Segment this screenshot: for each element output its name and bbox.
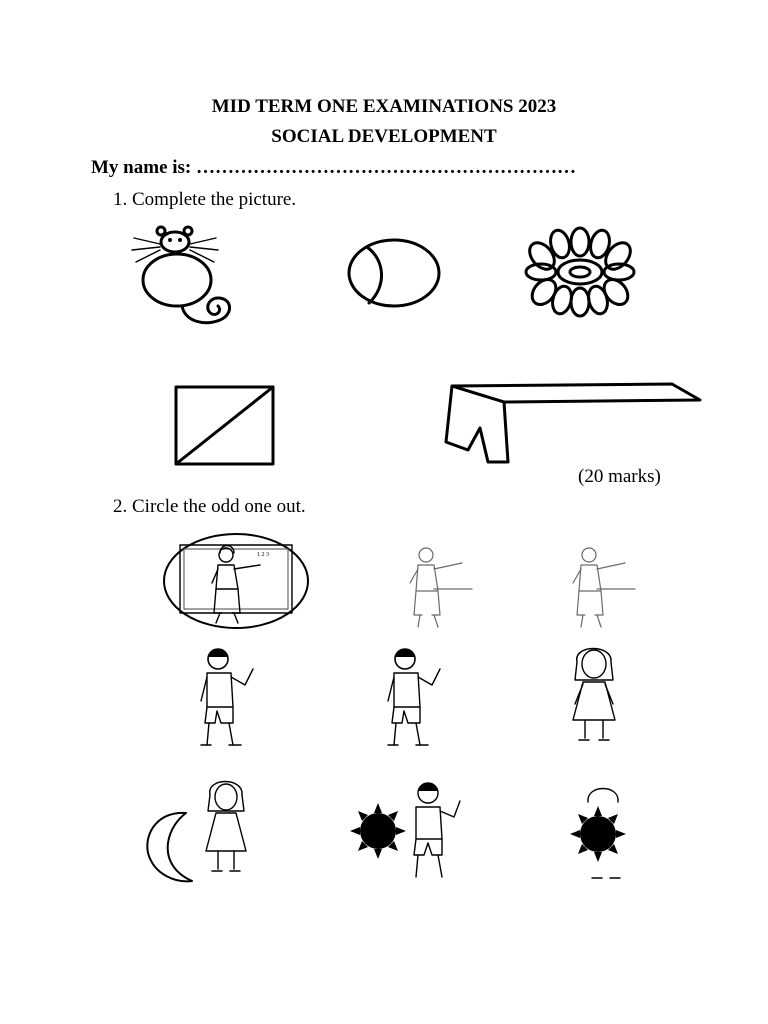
teacher-at-board-circled: [162, 531, 312, 631]
svg-text:1 2 3: 1 2 3: [257, 552, 269, 558]
question-1-text: 1. Complete the picture.: [113, 189, 297, 210]
teacher-drawing: [400, 545, 480, 631]
boy-drawing: [380, 645, 450, 749]
table-drawing: [442, 378, 704, 466]
subject-title: SOCIAL DEVELOPMENT: [271, 126, 497, 147]
boy-drawing: [193, 645, 263, 749]
moon-and-girl-drawing: [140, 775, 250, 885]
cat-drawing: [130, 222, 250, 332]
exam-title: MID TERM ONE EXAMINATIONS 2023: [211, 96, 557, 117]
sun-and-girl-drawing: [558, 780, 648, 886]
teacher-drawing: [563, 545, 643, 631]
flower-drawing: [522, 230, 638, 316]
ball-drawing: [345, 238, 445, 310]
name-line: [91, 157, 576, 179]
question-1-marks: (20 marks): [578, 466, 661, 487]
question-2-text: 2. Circle the odd one out.: [113, 496, 306, 517]
sun-and-boy-drawing: [338, 775, 468, 885]
girl-drawing: [567, 640, 623, 746]
name-dots: ……………………………………………………: [196, 157, 577, 178]
square-drawing: [173, 384, 277, 468]
name-label: My name is:: [91, 157, 192, 178]
